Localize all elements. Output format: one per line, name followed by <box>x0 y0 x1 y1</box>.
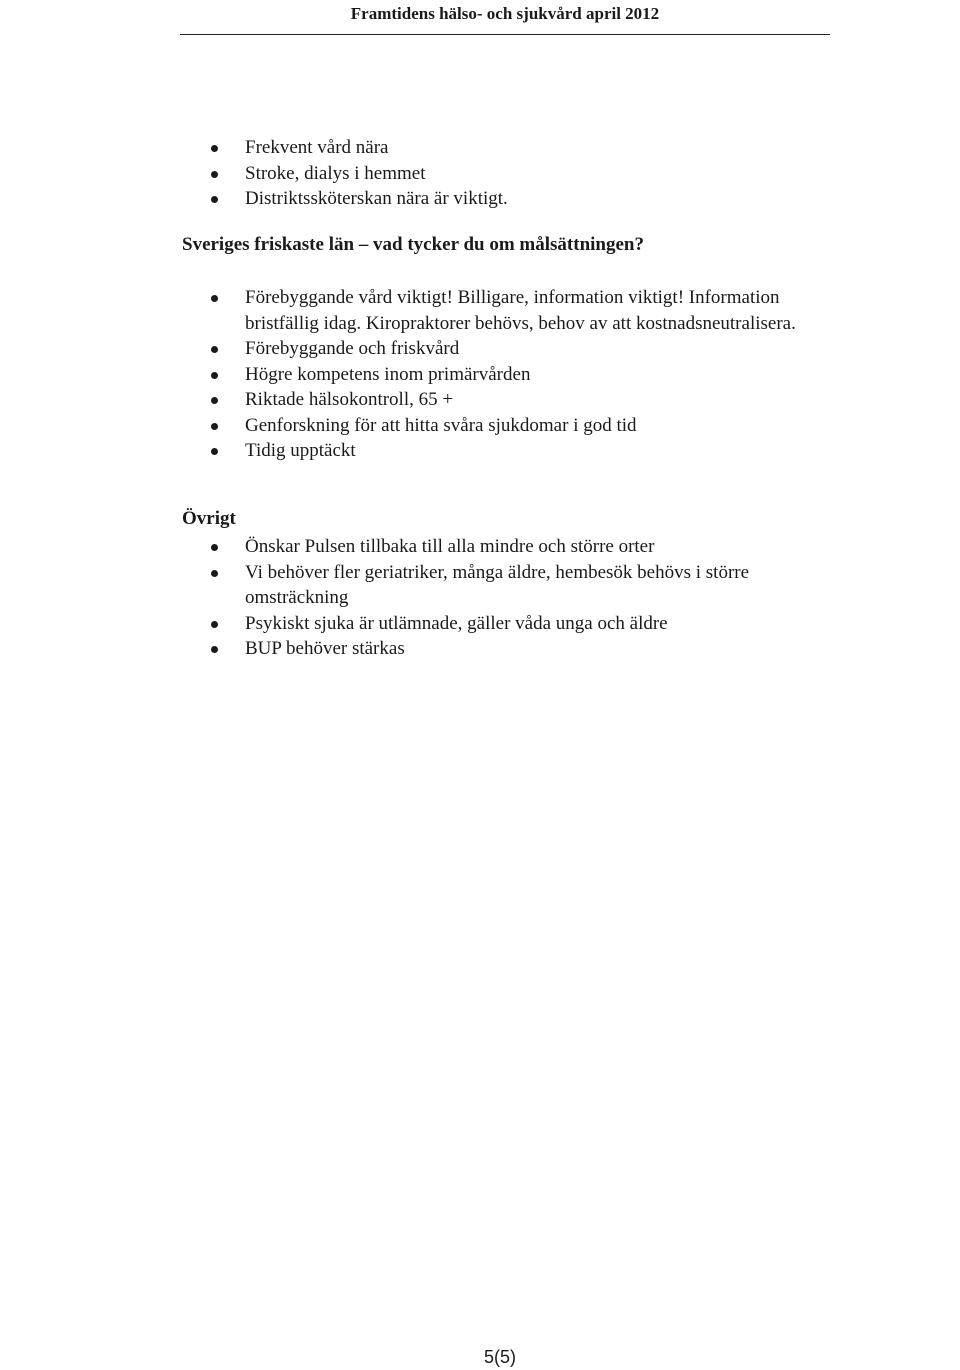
list-item: Stroke, dialys i hemmet <box>182 161 832 187</box>
list-item: BUP behöver stärkas <box>182 636 832 662</box>
list-item: Frekvent vård nära <box>182 135 832 161</box>
header-divider <box>180 34 830 35</box>
section-heading-ovrigt: Övrigt <box>182 508 236 529</box>
friskaste-lan-bullet-list <box>182 285 802 464</box>
list-item: Tidig upptäckt <box>182 438 802 464</box>
section-heading-friskaste-lan: Sveriges friskaste län – vad tycker du om målsättningen? <box>182 234 644 255</box>
list-item: Högre kompetens inom primärvården <box>182 362 802 388</box>
ovrigt-bullet-list <box>182 534 832 662</box>
list-item: Förebyggande och friskvård <box>182 336 802 362</box>
list-item: Psykiskt sjuka är utlämnade, gäller våda unga och äldre <box>182 611 832 637</box>
page-header-title: Framtidens hälso- och sjukvård april 2012 <box>350 4 660 23</box>
list-item: Förebyggande vård viktigt! Billigare, information viktigt! Information bristfällig idag. Kiropraktorer behövs, behov av att kostnadsneutralisera. <box>182 285 802 336</box>
list-item: Önskar Pulsen tillbaka till alla mindre och större orter <box>182 534 832 560</box>
list-item: Vi behöver fler geriatriker, många äldre, hembesök behövs i större omsträckning <box>182 560 832 611</box>
list-item: Distriktssköterskan nära är viktigt. <box>182 186 832 212</box>
page-number: 5(5) <box>483 1347 516 1367</box>
list-item: Riktade hälsokontroll, 65 + <box>182 387 802 413</box>
intro-bullet-list <box>182 135 832 212</box>
list-item: Genforskning för att hitta svåra sjukdomar i god tid <box>182 413 802 439</box>
